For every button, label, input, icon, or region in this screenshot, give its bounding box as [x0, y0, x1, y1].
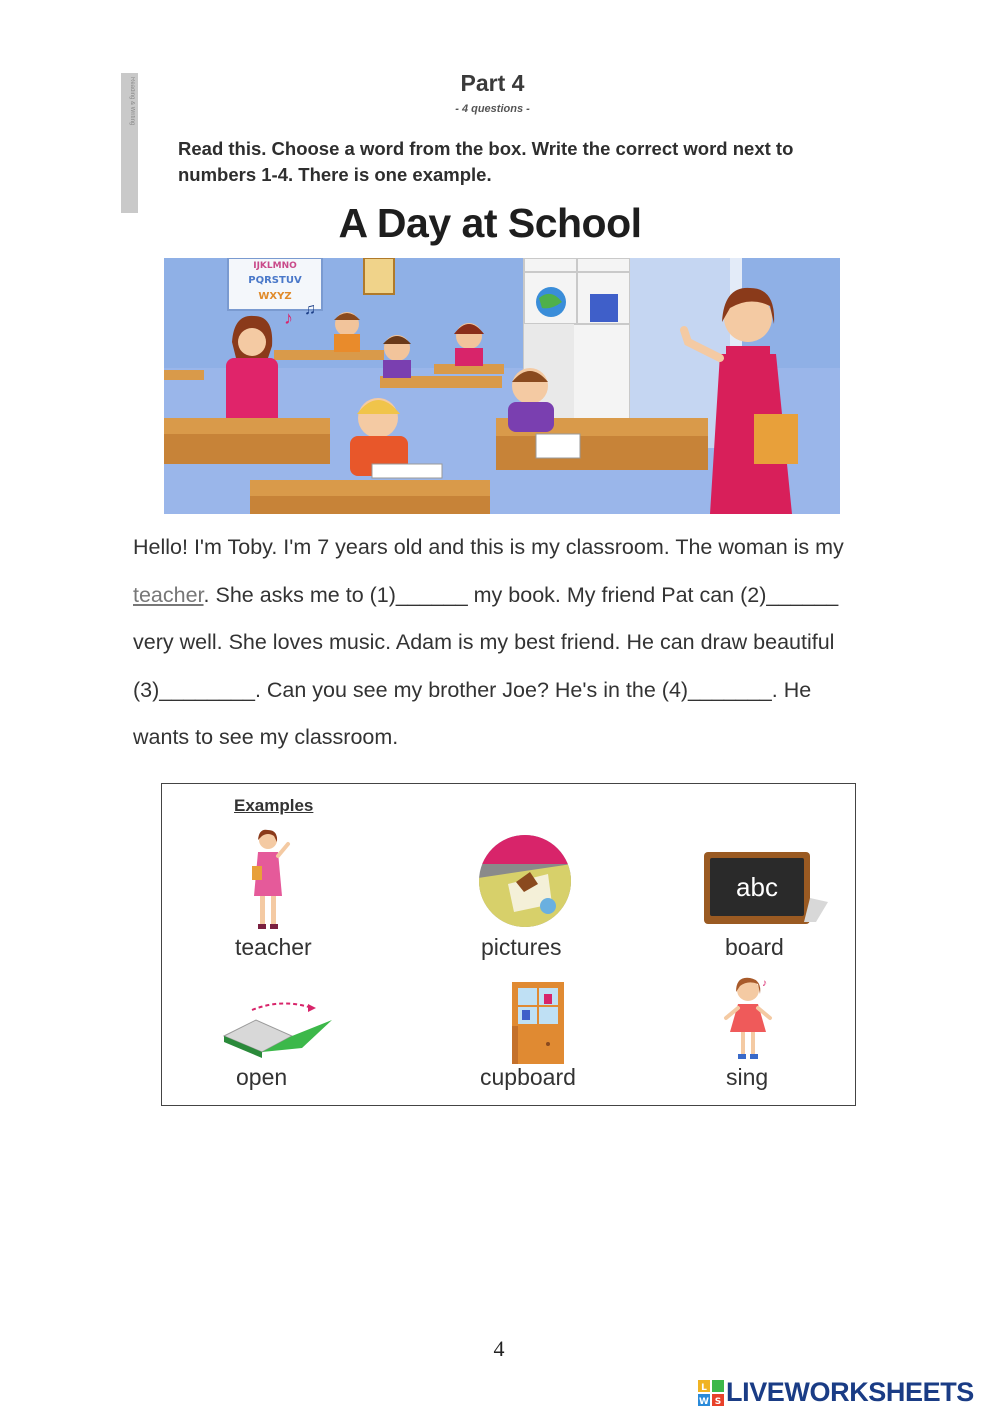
word-board-card: [702, 824, 842, 964]
brand-text: LIVEWORKSHEETS: [726, 1377, 974, 1407]
story-sentence: my book. My friend Pat can: [467, 582, 741, 607]
story-title: A Day at School: [338, 200, 642, 246]
music-note-icon: ♫: [304, 301, 316, 318]
alphabet-line-1: IJKLMNO: [253, 261, 297, 271]
page-number: 4: [493, 1336, 505, 1361]
word-box: [161, 783, 856, 1106]
open-book-icon: [222, 996, 338, 1060]
alphabet-line-2: PQRSTUV: [248, 275, 302, 286]
example-answer: teacher: [133, 582, 204, 607]
story-sentence: Hello! I'm Toby. I'm 7 years old and this is my classroom. The woman is my: [133, 535, 844, 559]
word-cupboard-card: [472, 974, 602, 1099]
word-teacher: teacher: [235, 934, 312, 960]
blank-2[interactable]: (2)______: [740, 582, 839, 607]
cupboard-icon: [508, 980, 568, 1066]
word-sing: sing: [726, 1064, 769, 1090]
blank-1[interactable]: (1)______: [369, 582, 468, 607]
logo-letter: L: [701, 1383, 707, 1393]
part-title: Part 4: [460, 70, 525, 96]
music-note-icon: ♪: [762, 978, 767, 989]
pictures-icon: [478, 834, 572, 928]
word-board: board: [725, 934, 784, 960]
classroom-illustration: [164, 258, 840, 514]
part-subtitle: - 4 questions -: [455, 103, 530, 115]
word-open-card: [222, 974, 352, 1099]
word-sing-card: [712, 974, 832, 1099]
logo-letter: W: [699, 1397, 709, 1406]
singing-girl-icon: [722, 974, 782, 1064]
music-note-icon: ♪: [284, 308, 293, 328]
instructions: Read this. Choose a word from the box. Write the correct word next to numbers 1-4. There is one example.: [178, 138, 794, 185]
alphabet-line-3: WXYZ: [258, 291, 292, 302]
story-sentence: very well. She loves music. Adam is my best friend. He can draw beautiful: [133, 630, 835, 654]
story-sentence: . Can you see my brother Joe? He's in the: [254, 677, 662, 702]
word-pictures: pictures: [481, 934, 562, 960]
logo-letter: S: [714, 1397, 722, 1406]
word-teacher-card: [222, 824, 342, 964]
word-cupboard: cupboard: [480, 1064, 576, 1090]
side-tab-label: Reading & Writing: [129, 77, 135, 126]
blank-3[interactable]: (3)________: [133, 677, 255, 702]
liveworksheets-logo-icon: [698, 1380, 724, 1406]
story-sentence: . He wants to see my classroom.: [133, 677, 812, 749]
board-text: abc: [736, 872, 778, 902]
word-open: open: [236, 1064, 288, 1090]
teacher-icon: [244, 828, 294, 932]
blank-4[interactable]: (4)_______: [661, 677, 772, 702]
word-pictures-card: [472, 824, 602, 964]
examples-label: Examples: [234, 796, 314, 815]
liveworksheets-brand[interactable]: [698, 1377, 998, 1409]
story-sentence: . She asks me to: [203, 582, 370, 607]
story-text: [133, 524, 863, 762]
chalkboard-icon: [704, 852, 832, 928]
